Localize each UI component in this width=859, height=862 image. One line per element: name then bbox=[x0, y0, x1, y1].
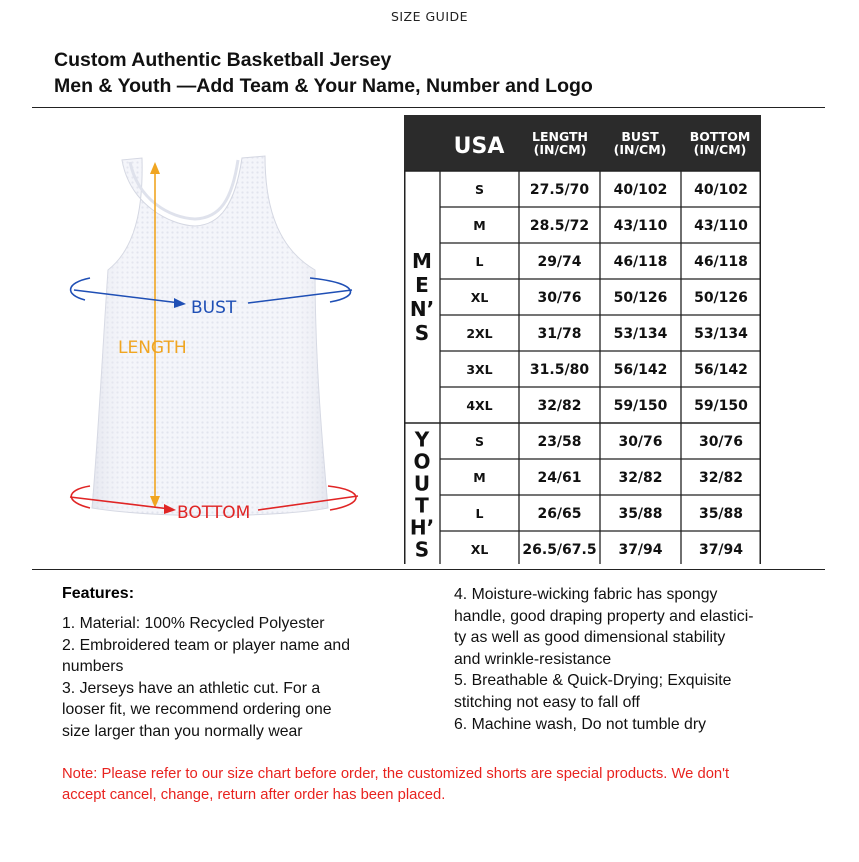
cell-size: S bbox=[474, 182, 485, 197]
cell-bust: 43/110 bbox=[613, 218, 668, 234]
cell-size: 4XL bbox=[466, 398, 493, 413]
length-label: LENGTH bbox=[118, 338, 187, 358]
title-line-2: Men & Youth —Add Team & Your Name, Number and Logo bbox=[54, 75, 593, 97]
bottom-label: BOTTOM bbox=[177, 503, 251, 523]
feature-line: ty as well as good dimensional stability bbox=[454, 629, 726, 647]
note-line-2: accept cancel, change, return after order has been placed. bbox=[62, 786, 446, 803]
group-letter: S bbox=[414, 321, 430, 346]
cell-bottom: 53/134 bbox=[694, 326, 748, 342]
header-bust: (IN/CM) bbox=[613, 142, 667, 157]
group-letter: U bbox=[413, 471, 431, 496]
header-usa: USA bbox=[453, 134, 505, 159]
cell-length: 26.5/67.5 bbox=[522, 542, 597, 558]
cell-bottom: 37/94 bbox=[698, 542, 744, 558]
features-right-column bbox=[454, 584, 753, 735]
header-length: LENGTH bbox=[532, 129, 588, 144]
feature-line: 6. Machine wash, Do not tumble dry bbox=[454, 715, 706, 733]
cell-size: M bbox=[473, 218, 486, 233]
group-letter: M bbox=[412, 249, 432, 274]
feature-line: 5. Breathable & Quick-Drying; Exquisite bbox=[454, 672, 732, 690]
features-title: Features: bbox=[62, 585, 135, 602]
cell-length: 30/76 bbox=[537, 290, 582, 306]
header-bust: BUST bbox=[621, 129, 659, 144]
cell-bust: 50/126 bbox=[613, 290, 668, 306]
cell-length: 23/58 bbox=[537, 434, 582, 450]
cell-length: 31.5/80 bbox=[529, 362, 590, 378]
feature-line: 1. Material: 100% Recycled Polyester bbox=[62, 615, 325, 632]
feature-line: handle, good draping property and elastici- bbox=[454, 607, 754, 625]
cell-size: XL bbox=[470, 290, 489, 305]
cell-bust: 46/118 bbox=[613, 254, 668, 270]
cell-length: 26/65 bbox=[537, 506, 582, 522]
group-letter: T bbox=[415, 493, 429, 518]
group-letter: E bbox=[415, 273, 429, 298]
title-line-1: Custom Authentic Basketball Jersey bbox=[54, 49, 392, 71]
header-bottom: BOTTOM bbox=[689, 129, 751, 144]
feature-line: 3. Jerseys have an athletic cut. For a bbox=[62, 679, 321, 697]
cell-bottom: 59/150 bbox=[694, 398, 748, 414]
cell-bottom: 40/102 bbox=[694, 182, 748, 198]
group-letter: O bbox=[413, 449, 431, 474]
cell-bottom: 30/76 bbox=[698, 434, 744, 450]
cell-size: L bbox=[475, 506, 484, 521]
header-length: (IN/CM) bbox=[533, 142, 587, 157]
cell-length: 29/74 bbox=[537, 254, 582, 270]
cell-length: 32/82 bbox=[537, 398, 582, 414]
cell-size: XL bbox=[470, 542, 489, 557]
cell-size: S bbox=[474, 434, 485, 449]
cell-bust: 56/142 bbox=[613, 362, 668, 378]
cell-bottom: 56/142 bbox=[694, 362, 748, 378]
features-left-column bbox=[62, 613, 350, 743]
cell-size: 2XL bbox=[466, 326, 493, 341]
cell-bust: 59/150 bbox=[613, 398, 668, 414]
cell-bust: 53/134 bbox=[613, 326, 668, 342]
cell-size: L bbox=[475, 254, 484, 269]
feature-line: 2. Embroidered team or player name and bbox=[62, 636, 351, 654]
cell-bust: 32/82 bbox=[618, 470, 663, 486]
cell-bottom: 43/110 bbox=[694, 218, 748, 234]
group-letter: Y bbox=[414, 427, 430, 452]
group-letter: S bbox=[414, 537, 430, 562]
order-note bbox=[62, 764, 802, 805]
feature-line: looser fit, we recommend ordering one bbox=[62, 701, 332, 719]
cell-bottom: 46/118 bbox=[694, 254, 748, 270]
cell-bottom: 35/88 bbox=[698, 506, 744, 522]
cell-bust: 40/102 bbox=[613, 182, 668, 198]
feature-line: size larger than you normally wear bbox=[62, 722, 303, 740]
header-bottom: (IN/CM) bbox=[693, 142, 747, 157]
bust-label: BUST bbox=[191, 298, 237, 318]
cell-bust: 30/76 bbox=[618, 434, 663, 450]
size-guide-label: SIZE GUIDE bbox=[390, 9, 469, 24]
page-title bbox=[54, 47, 593, 99]
jersey-measurement-diagram bbox=[60, 150, 370, 530]
note-line-1: Note: Please refer to our size chart before order, the customized shorts are special products. We don't bbox=[62, 766, 730, 782]
size-chart-table bbox=[404, 115, 761, 564]
cell-length: 24/61 bbox=[537, 470, 582, 486]
cell-size: 3XL bbox=[466, 362, 493, 377]
group-letter: H’ bbox=[409, 515, 435, 540]
feature-line: 4. Moisture-wicking fabric has spongy bbox=[454, 586, 718, 603]
cell-bottom: 32/82 bbox=[698, 470, 744, 486]
cell-bust: 35/88 bbox=[618, 506, 663, 522]
feature-line: stitching not easy to fall off bbox=[454, 693, 640, 711]
cell-bust: 37/94 bbox=[618, 542, 663, 558]
feature-line: numbers bbox=[62, 658, 124, 676]
cell-length: 31/78 bbox=[537, 326, 582, 342]
feature-line: and wrinkle-resistance bbox=[454, 650, 612, 668]
group-letter: N’ bbox=[409, 297, 435, 322]
middle-divider bbox=[32, 569, 825, 570]
cell-length: 27.5/70 bbox=[529, 182, 590, 198]
top-divider bbox=[32, 107, 825, 108]
cell-size: M bbox=[473, 470, 486, 485]
cell-length: 28.5/72 bbox=[529, 218, 590, 234]
cell-bottom: 50/126 bbox=[694, 290, 748, 306]
